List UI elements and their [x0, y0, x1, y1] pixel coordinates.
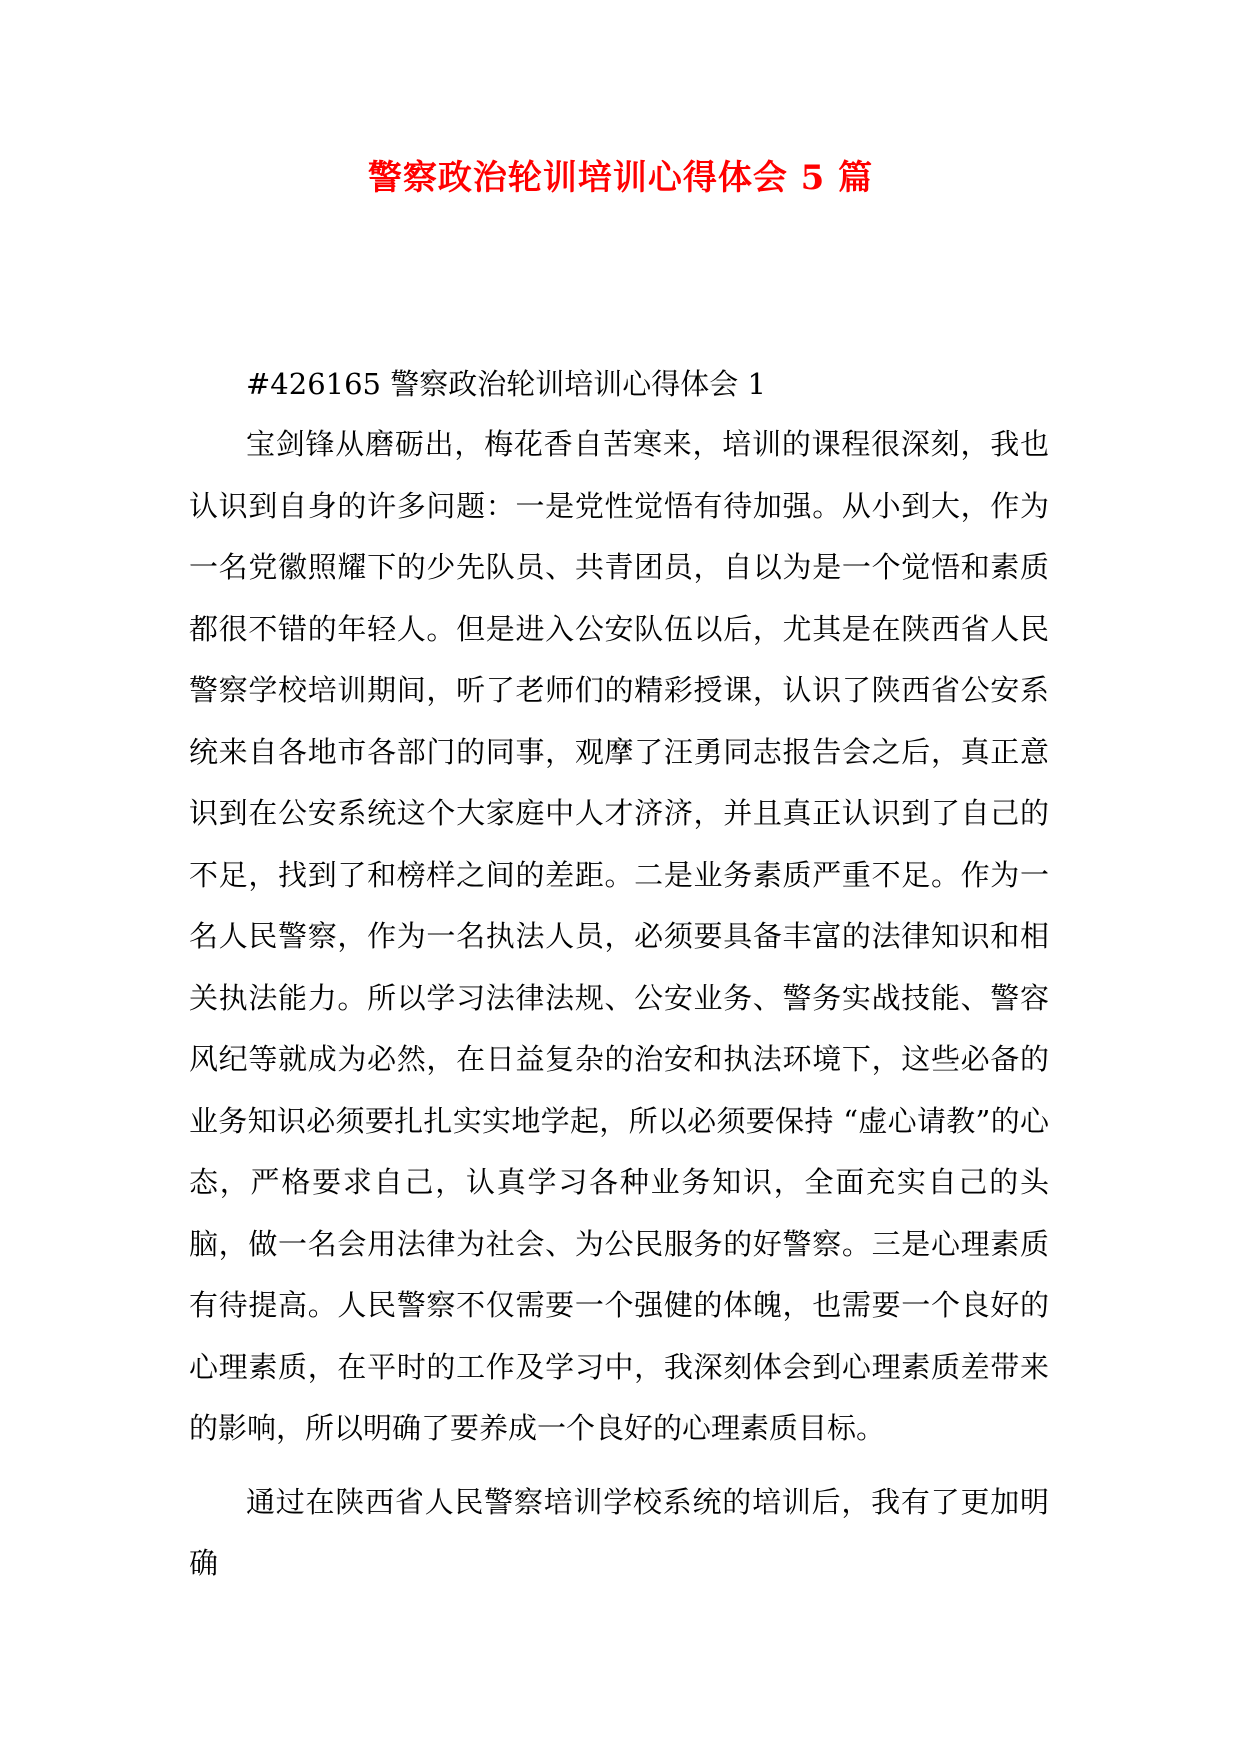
body-paragraph-1: 宝剑锋从磨砺出，梅花香自苦寒来，培训的课程很深刻，我也认识到自身的许多问题：一是党性觉悟有待加强。从小到大，作为一名党徽照耀下的少先队员、共青团员，自以为是一个觉悟和素质都很不错的年轻人。但是进入公安队伍以后，尤其是在陕西省人民警察学校培训期间，听了老师们的精彩授课，认识了陕西省公安系统来自各地市各部门的同事，观摩了汪勇同志报告会之后，真正意识到在公安系统这个大家庭中人才济济，并且真正认识到了自己的不足，找到了和榜样之间的差距。二是业务素质严重不足。作为一名人民警察，作为一名执法人员，必须要具备丰富的法律知识和相关执法能力。所以学习法律法规、公安业务、警务实战技能、警容风纪等就成为必然，在日益复杂的治安和执法环境下，这些必备的业务知识必须要扎扎实实地学起，所以必须要保持 “虚心请教”的心态，严格要求自己，认真学习各种业务知识，全面充实自己的头脑，做一名会用法律为社会、为公民服务的好警察。三是心理素质有待提高。人民警察不仅需要一个强健的体魄，也需要一个良好的心理素质，在平时的工作及学习中，我深刻体会到心理素质差带来的影响，所以明确了要养成一个良好的心理素质目标。	[189, 427, 1049, 1445]
document-body	[189, 354, 1049, 1595]
document-title: 警察政治轮训培训心得体会 5 篇	[367, 158, 874, 198]
body-paragraph-2: 通过在陕西省人民警察培训学校系统的培训后，我有了更加明确	[189, 1484, 1049, 1580]
section-heading: #426165 警察政治轮训培训心得体会 1	[246, 367, 766, 401]
